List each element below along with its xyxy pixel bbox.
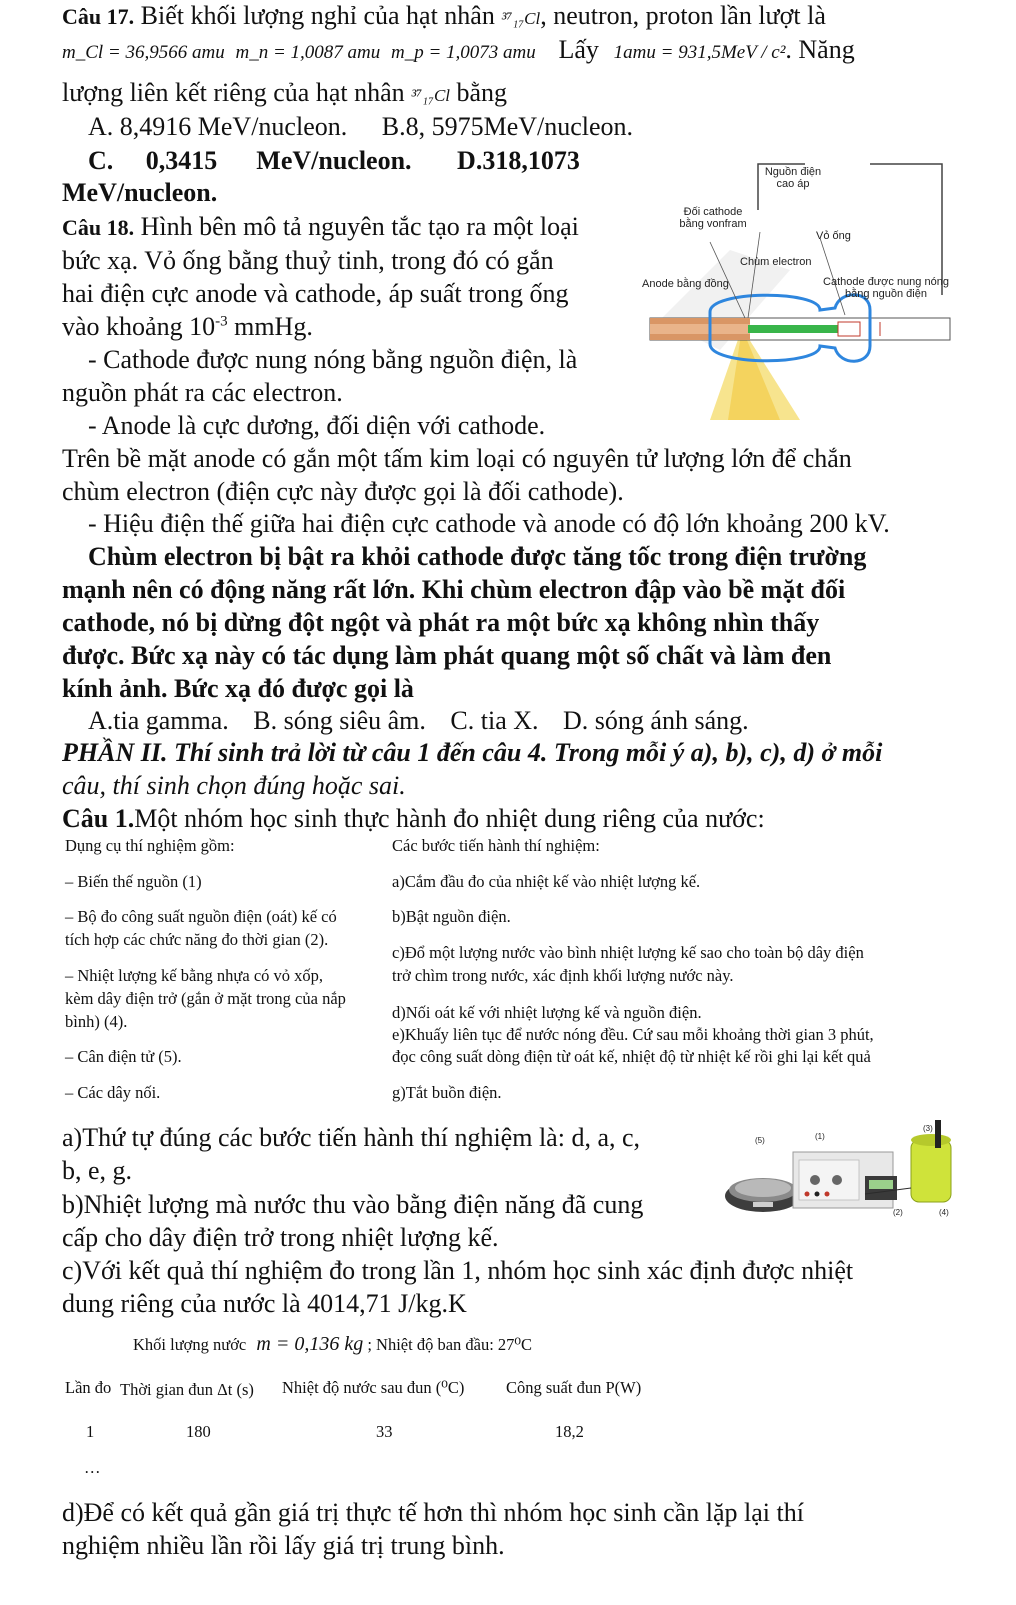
equip-item-3-line2: kèm dây điện trở (gắn ở mặt trong của nắp (65, 989, 346, 1008)
q17-line1 (62, 0, 826, 35)
label-anode: Anode bằng đồng (642, 278, 729, 290)
table-ellipsis: … (84, 1458, 101, 1477)
q17-opt-d: D.318,1073 (457, 146, 580, 175)
mass-label: Khối lượng nước (133, 1335, 247, 1354)
q1-label: Câu 1. (62, 804, 135, 833)
step-e-line2: đọc công suất dòng điện từ oát kế, nhiệt độ từ nhiệt kế rồi ghi lại kết quả (392, 1047, 871, 1066)
part2-heading-2: câu, thí sinh chọn đúng hoặc sai. (62, 771, 406, 800)
label-electron-beam: Chùm electron (740, 256, 812, 268)
initial-temperature: ; Nhiệt độ ban đầu: 27⁰C (367, 1335, 533, 1354)
label-cathode-line2: bằng nguồn điện (845, 288, 927, 300)
q18-b3: cathode, nó bị dừng đột ngột và phát ra một bức xạ không nhìn thấy (62, 608, 820, 637)
q17-mcl: m_Cl = 36,9566 amu (62, 42, 225, 63)
q18-l10: - Hiệu điện thế giữa hai điện cực cathode và anode có độ lớn khoảng 200 kV. (88, 509, 890, 538)
step-c-line1: c)Đổ một lượng nước vào bình nhiệt lượng kế sao cho toàn bộ dây điện (392, 943, 864, 962)
col-header-power: Công suất đun P(W) (506, 1378, 642, 1397)
q17-mp: m_p = 1,0073 amu (390, 42, 536, 63)
step-d: d)Nối oát kế với nhiệt lượng kế và nguồn điện. (392, 1003, 702, 1022)
mass-value: m = 0,136 kg (256, 1333, 364, 1355)
q18-l6: nguồn phát ra các electron. (62, 378, 343, 407)
q1-title-line (62, 803, 765, 835)
q18-l8: Trên bề mặt anode có gắn một tấm kim loại có nguyên tử lượng lớn để chắn (62, 444, 852, 473)
label-anticathode (668, 206, 758, 230)
q18-b1: Chùm electron bị bật ra khỏi cathode được tăng tốc trong điện trường (88, 542, 867, 571)
step-e-line1: e)Khuấy liên tục để nước nóng đều. Cứ sau mỗi khoảng thời gian 3 phút, (392, 1025, 874, 1044)
fig-label-4: (4) (939, 1208, 949, 1217)
q18-b4: được. Bức xạ này có tác dụng làm phát quang một số chất và làm đen (62, 641, 832, 670)
label-anticathode-line2: bằng vonfram (679, 218, 747, 230)
q18-l2: bức xạ. Vỏ ống bằng thuỷ tinh, trong đó có gắn (62, 246, 554, 275)
q18-opt-b: B. sóng siêu âm. (253, 706, 426, 735)
statement-d-line2: nghiệm nhiều lần rồi lấy giá trị trung bình. (62, 1531, 505, 1560)
q17-conv: 1amu = 931,5MeV / c² (613, 42, 786, 63)
q17-line3 (62, 77, 507, 112)
fig-label-5: (5) (755, 1136, 765, 1145)
q17-mn: m_n = 1,0087 amu (235, 42, 381, 63)
q17-take: Lấy (558, 35, 599, 64)
q17-nucleus-2: ³⁷₁₇Cl (411, 86, 451, 105)
label-tube-shell: Vỏ ống (816, 230, 851, 242)
part2-heading-1: PHẦN II. Thí sinh trả lời từ câu 1 đến câu 4. Trong mỗi ý a), b), c), d) ở mỗi (62, 738, 883, 767)
equip-item-2-line2: tích hợp các chức năng đo thời gian (2). (65, 930, 329, 949)
col-header-time: Thời gian đun Δt (s) (120, 1380, 254, 1399)
apparatus-figure (715, 1118, 965, 1230)
step-b: b)Bật nguồn điện. (392, 907, 511, 926)
step-c-line2: trở chìm trong nước, xác định khối lượng nước này. (392, 966, 734, 985)
q18-l3: hai điện cực anode và cathode, áp suất trong ống (62, 279, 569, 308)
step-a: a)Cắm đầu đo của nhiệt kế vào nhiệt lượng kế. (392, 872, 701, 891)
label-cathode-line1: Cathode được nung nóng (823, 276, 949, 288)
statement-c-line2: dung riêng của nước là 4014,71 J/kg.K (62, 1289, 467, 1318)
q1-title: Một nhóm học sinh thực hành đo nhiệt dung riêng của nước: (134, 804, 765, 833)
q18-l4 (62, 311, 313, 343)
q18-opt-c: C. tia X. (450, 706, 539, 735)
statement-c-line1: c)Với kết quả thí nghiệm đo trong lần 1, nhóm học sinh xác định được nhiệt (62, 1256, 854, 1285)
q17-line1-tail: , neutron, proton lần lượt là (540, 1, 826, 30)
q18-opt-d: D. sóng ánh sáng. (563, 706, 749, 735)
q18-label: Câu 18. (62, 215, 135, 240)
label-anticathode-line1: Đối cathode (683, 206, 743, 218)
q17-line3b: bằng (456, 78, 508, 107)
statement-d-line1: d)Để có kết quả gần giá trị thực tế hơn thì nhóm học sinh cần lặp lại thí (62, 1498, 804, 1527)
q18-b2: mạnh nên có động năng rất lớn. Khi chùm electron đập vào bề mặt đối (62, 575, 846, 604)
q17-text: Biết khối lượng nghỉ của hạt nhân (140, 1, 495, 30)
steps-heading: Các bước tiến hành thí nghiệm: (392, 836, 600, 855)
q17-opt-d-cont: MeV/nucleon. (62, 178, 218, 207)
q17-opts-ab (88, 111, 633, 143)
label-power-line2: cao áp (776, 178, 810, 190)
fig-label-2: (2) (893, 1208, 903, 1217)
step-g: g)Tắt buồn điện. (392, 1083, 502, 1102)
col-header-trial: Lần đo (65, 1378, 112, 1397)
label-power-line1: Nguồn điện (764, 166, 822, 178)
q17-opts-cd (88, 145, 580, 177)
col-header-temperature: Nhiệt độ nước sau đun (⁰C) (282, 1378, 465, 1397)
q17-label: Câu 17. (62, 4, 135, 29)
q18-l5: - Cathode được nung nóng bằng nguồn điện, là (88, 345, 578, 374)
q17-opt-b: B.8, 5975MeV/nucleon. (381, 112, 634, 141)
q17-opt-c: C. 0,3415 MeV/nucleon. (88, 146, 412, 175)
row1-trial: 1 (86, 1422, 95, 1441)
statement-b-line1: b)Nhiệt lượng mà nước thu vào bằng điện năng đã cung (62, 1190, 644, 1219)
q18-l4a: vào khoảng 10 (62, 312, 216, 341)
q18-line1 (62, 211, 579, 244)
q18-options (88, 705, 749, 737)
equip-item-2-line1: – Bộ đo công suất nguồn điện (oát) kế có (65, 907, 337, 926)
q18-l9: chùm electron (điện cực này được gọi là đối cathode). (62, 477, 624, 506)
q17-opt-a: A. 8,4916 MeV/nucleon. (88, 112, 348, 141)
fig-label-1: (1) (815, 1132, 825, 1141)
q17-line3a: lượng liên kết riêng của hạt nhân (62, 78, 405, 107)
row1-time: 180 (186, 1422, 211, 1441)
equip-item-4: – Cân điện tử (5). (65, 1047, 182, 1066)
q18-l7: - Anode là cực dương, đối diện với cathode. (88, 411, 546, 440)
q17-nucleus: ³⁷₁₇Cl (501, 9, 541, 28)
equipment-heading: Dụng cụ thí nghiệm gồm: (65, 836, 235, 855)
statement-a-line2: b, e, g. (62, 1156, 133, 1185)
equip-item-1: – Biến thế nguồn (1) (65, 872, 202, 891)
statement-a-line1: a)Thứ tự đúng các bước tiến hành thí nghiệm là: d, a, c, (62, 1123, 641, 1152)
q18-b5: kính ảnh. Bức xạ đó được gọi là (62, 674, 414, 703)
label-power-source (758, 166, 828, 190)
row1-power: 18,2 (555, 1422, 584, 1441)
label-cathode (816, 276, 956, 300)
q18-l1: Hình bên mô tả nguyên tắc tạo ra một loại (140, 212, 579, 241)
fig-label-3: (3) (923, 1124, 933, 1133)
q17-energy: . Năng (785, 35, 855, 64)
q17-line2 (62, 34, 855, 69)
apparatus-drawing (715, 1118, 965, 1230)
xray-tube-figure (640, 150, 965, 420)
q18-opt-a: A.tia gamma. (88, 706, 229, 735)
mass-line (133, 1334, 532, 1355)
q18-l4b: mmHg. (227, 312, 313, 341)
statement-b-line2: cấp cho dây điện trở trong nhiệt lượng kế. (62, 1223, 499, 1252)
equip-item-3-line1: – Nhiệt lượng kế bằng nhựa có vỏ xốp, (65, 966, 324, 985)
row1-temperature: 33 (376, 1422, 393, 1441)
equip-item-5: – Các dây nối. (65, 1083, 161, 1102)
q18-l4-exp: -3 (215, 313, 228, 330)
equip-item-3-line3: bình) (4). (65, 1012, 128, 1031)
